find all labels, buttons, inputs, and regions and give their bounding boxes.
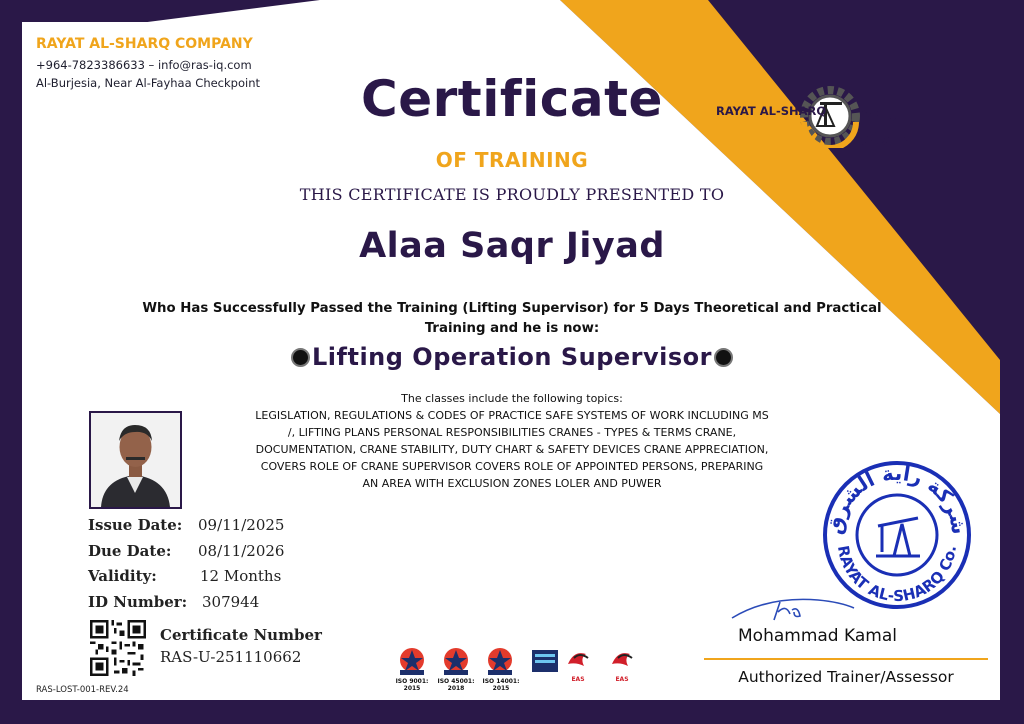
revision-code: RAS-LOST-001-REV.24 — [36, 685, 129, 695]
id-number-value: 307944 — [202, 593, 260, 611]
badge-label: 2018 — [447, 685, 465, 692]
signature-divider — [704, 658, 988, 660]
oil-pump-icon — [876, 518, 920, 556]
badge-label: EAS — [571, 676, 585, 683]
iso-45001-badge-icon — [444, 648, 468, 675]
badge-label: 2015 — [492, 685, 510, 692]
recipient-name: Alaa Saqr Jiyad — [359, 226, 665, 266]
certificate-number-value: RAS-U-251110662 — [160, 648, 302, 666]
badge-label: EAS — [615, 676, 629, 683]
passed-statement — [60, 299, 964, 339]
leea-badge-icon — [532, 650, 558, 672]
passed-line-1: Who Has Successfully Passed the Training (Lifting Supervisor) for 5 Days Theoretical and Practical — [142, 301, 882, 316]
badge-label: ISO 45001: — [437, 678, 475, 685]
topics-line: /, LIFTING PLANS PERSONAL RESPONSIBILITIES CRANES - TYPES & TERMS CRANE, — [287, 426, 737, 439]
logo-latin-text: RAYAT AL-SHARQ — [716, 104, 827, 118]
due-date-label: Due Date: — [88, 542, 172, 560]
stamp-top-text: شركة راية الشرق — [822, 460, 972, 537]
stamp-bottom-text: RAYAT AL-SHARQ Co. — [833, 544, 960, 606]
company-name: RAYAT AL-SHARQ COMPANY — [36, 36, 253, 52]
eas-badge-icon — [568, 653, 588, 666]
job-title: Lifting Operation Supervisor — [312, 343, 712, 371]
bullet-icon — [714, 348, 733, 367]
certificate-number-label: Certificate Number — [160, 626, 322, 644]
bullet-icon — [291, 348, 310, 367]
classes-intro: The classes include the following topics: — [401, 392, 623, 405]
accreditation-badges — [390, 640, 650, 696]
issue-date-value: 09/11/2025 — [198, 516, 285, 534]
company-address: Al-Burjesia, Near Al-Fayhaa Checkpoint — [36, 76, 260, 90]
validity-label: Validity: — [88, 567, 157, 585]
company-stamp — [822, 460, 972, 610]
svg-text:شركة راية الشرق — [823, 461, 972, 536]
iso-9001-badge-icon — [400, 648, 424, 675]
validity-value: 12 Months — [200, 567, 282, 585]
presented-to-text: THIS CERTIFICATE IS PROUDLY PRESENTED TO — [299, 185, 725, 204]
badge-label: LEEA — [536, 672, 554, 679]
certificate-subtitle: OF TRAINING — [435, 148, 589, 172]
passed-line-2: Training and he is now: — [424, 321, 600, 336]
badge-label: ISO 14001: — [482, 678, 520, 685]
topics-line: DOCUMENTATION, CRANE STABILITY, DUTY CHART & SAFETY DEVICES CRANE APPRECIATION, — [255, 443, 769, 456]
topics-line: AN AREA WITH EXCLUSION ZONES LOLER AND PUWER — [362, 477, 662, 490]
id-number-label: ID Number: — [88, 593, 188, 611]
certificate-title: Certificate — [361, 70, 663, 128]
due-date-value: 08/11/2026 — [198, 542, 285, 560]
job-title-row — [0, 343, 1024, 371]
company-contact: +964-7823386633 – info@ras-iq.com — [36, 58, 252, 72]
qr-code[interactable] — [90, 620, 146, 676]
issue-date-label: Issue Date: — [88, 516, 183, 534]
topics-line: LEGISLATION, REGULATIONS & CODES OF PRACTICE SAFE SYSTEMS OF WORK INCLUDING MS — [255, 409, 769, 422]
iso-14001-badge-icon — [488, 648, 512, 675]
badge-label: ISO 9001: — [395, 678, 429, 685]
eas-badge-icon — [612, 653, 632, 666]
signer-name: Mohammad Kamal — [738, 626, 897, 646]
badge-label: 2015 — [403, 685, 421, 692]
logo-arabic-text: راية الشرق — [860, 98, 926, 146]
signer-role: Authorized Trainer/Assessor — [738, 668, 954, 686]
topics-line: COVERS ROLE OF CRANE SUPERVISOR COVERS ROLE OF APPOINTED PERSONS, PREPARING — [260, 460, 764, 473]
recipient-photo — [89, 411, 182, 509]
topics-list — [212, 407, 812, 492]
